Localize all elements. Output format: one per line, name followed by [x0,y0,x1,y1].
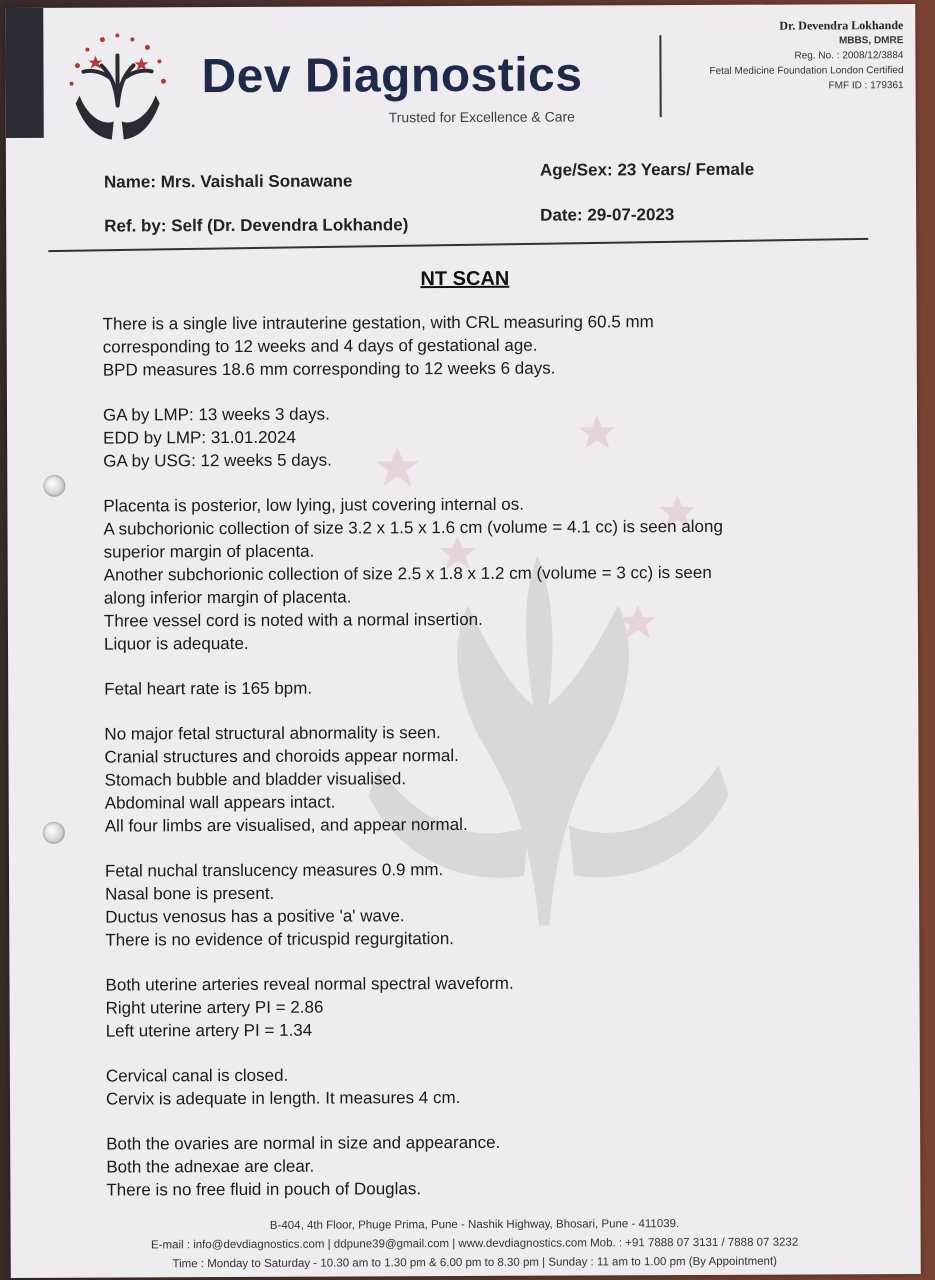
header-divider [659,35,661,117]
punch-hole [43,822,65,844]
report-page [5,4,921,1278]
report-paragraph [105,970,865,1042]
report-paragraph [104,674,864,700]
report-line: GA by USG: 12 weeks 5 days. [103,450,332,471]
report-line: There is no free fluid in pouch of Douglas. [106,1179,422,1200]
report-body [103,309,867,1223]
report-line: along inferior margin of placenta. [103,587,352,608]
report-line: GA by LMP: 13 weeks 3 days. [102,404,330,425]
referred-by: Ref. by: Self (Dr. Devendra Lokhande) [104,215,409,236]
report-line: Fetal heart rate is 165 bpm. [104,678,313,699]
header-rule [48,238,868,252]
report-paragraph [103,309,863,381]
dev-diagnostics-logo-icon [57,25,178,144]
report-paragraph [106,1061,866,1110]
report-line: Both the adnexae are clear. [106,1156,315,1177]
report-paragraph [103,491,864,655]
brand-name: Dev Diagnostics [201,48,583,104]
report-line: Abdominal wall appears intact. [104,792,336,813]
report-line: Left uterine artery PI = 1.34 [105,1020,313,1041]
report-paragraph [103,400,863,472]
report-line: A subchorionic collection of size 3.2 x 1.5 x 1.6 cm (volume = 4.1 cc) is seen along [103,516,723,539]
patient-name: Name: Mrs. Vaishali Sonawane [103,171,353,192]
footer [95,1214,855,1274]
doctor-reg-no: Reg. No. : 2008/12/3884 [794,50,904,62]
report-line: Both uterine arteries reveal normal spectral waveform. [105,973,514,995]
report-line: EDD by LMP: 31.01.2024 [103,427,296,448]
report-paragraph [106,1129,866,1201]
report-line: Both the ovaries are normal in size and appearance. [106,1132,501,1154]
report-line: BPD measures 18.6 mm corresponding to 12 weeks 6 days. [102,358,556,380]
footer-timings: Time : Monday to Saturday - 10.30 am to 1.30 pm & 6.00 pm to 8.30 pm | Sunday : 11 am to 1.00 pm (By Appointment) [172,1255,777,1271]
doctor-certification: Fetal Medicine Foundation London Certified [709,65,904,77]
report-line: superior margin of placenta. [103,541,315,562]
doctor-name: Dr. Devendra Lokhande [779,18,904,33]
report-line: Stomach bubble and bladder visualised. [104,769,407,790]
doctor-fmf-id: FMF ID : 179361 [828,80,904,92]
report-line: Cervix is adequate in length. It measures 4 cm. [105,1088,461,1109]
report-line: There is a single live intrauterine gestation, with CRL measuring 60.5 mm [102,312,654,334]
report-line: Nasal bone is present. [105,883,275,904]
report-date: Date: 29-07-2023 [540,205,675,225]
report-line: Placenta is posterior, low lying, just covering internal os. [103,494,524,516]
report-line: There is no evidence of tricuspid regurgitation. [105,929,455,950]
footer-address: B-404, 4th Floor, Phuge Prima, Pune - Nashik Highway, Bhosari, Pune - 411039. [269,1218,680,1232]
patient-age-sex: Age/Sex: 23 Years/ Female [539,159,755,180]
report-line: corresponding to 12 weeks and 4 days of gestational age. [102,335,538,357]
report-paragraph [105,856,865,951]
report-line: Three vessel cord is noted with a normal insertion. [103,609,483,631]
report-paragraph [104,719,864,837]
report-line: Another subchorionic collection of size 2.5 x 1.8 x 1.2 cm (volume = 3 cc) is seen [103,562,712,585]
brand-tagline: Trusted for Excellence & Care [388,108,575,126]
report-line: No major fetal structural abnormality is seen. [104,723,441,744]
report-line: Right uterine artery PI = 2.86 [105,997,324,1018]
report-line: Fetal nuchal translucency measures 0.9 mm. [104,860,444,881]
report-line: All four limbs are visualised, and appear normal. [104,814,468,836]
report-line: Ductus venosus has a positive 'a' wave. [105,906,405,927]
report-title: NT SCAN [420,267,510,291]
report-line: Cervical canal is closed. [105,1065,289,1086]
letterhead-side-bar [5,8,44,138]
footer-contact: E-mail : info@devdiagnostics.com | ddpune39@gmail.com | www.devdiagnostics.com Mob. : +91 7888 07 3131 / 7888 07 3232 [151,1236,799,1252]
report-line: Cranial structures and choroids appear normal. [104,746,459,767]
punch-hole [43,475,65,497]
doctor-qualification: MBBS, DMRE [838,35,904,47]
doctor-info [693,18,903,94]
report-line: Liquor is adequate. [103,633,249,654]
